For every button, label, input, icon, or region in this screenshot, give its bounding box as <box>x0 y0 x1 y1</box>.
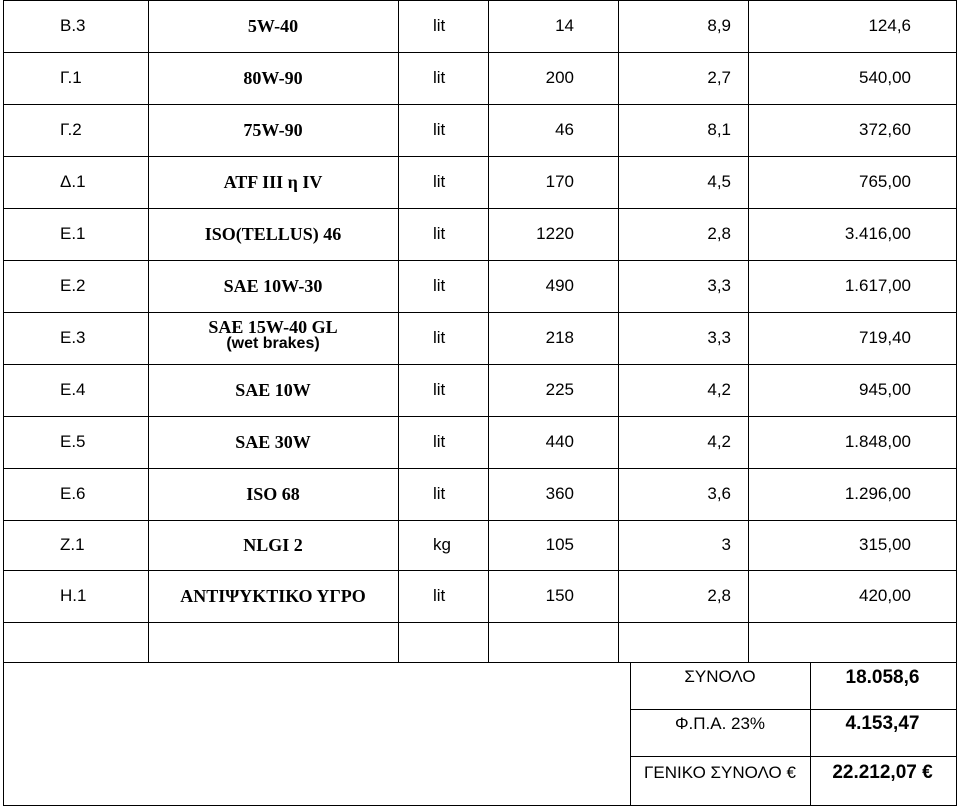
code-cell: Γ.1 <box>60 68 82 87</box>
unit-price-cell: 3,3 <box>707 328 731 347</box>
code-cell: Β.3 <box>60 16 86 35</box>
grand-total-value: 22.212,07 € <box>832 762 933 783</box>
code-cell: Δ.1 <box>60 172 86 191</box>
grid-line <box>3 312 957 313</box>
code-cell: Ε.3 <box>60 328 86 347</box>
unit-price-cell: 8,1 <box>707 120 731 139</box>
quantity-cell: 1220 <box>536 224 574 243</box>
total-cell: 315,00 <box>859 535 911 554</box>
product-cell: ATF III η IV <box>223 172 323 192</box>
quantity-cell: 225 <box>545 380 574 399</box>
code-cell: Ε.5 <box>60 432 86 451</box>
grid-line <box>398 0 399 663</box>
grid-line <box>956 0 957 806</box>
code-cell: Ε.6 <box>60 484 86 503</box>
grid-line <box>3 416 957 417</box>
unit-price-cell: 4,2 <box>707 380 731 399</box>
grid-line <box>3 468 957 469</box>
unit-cell: lit <box>433 432 446 451</box>
vat-value: 4.153,47 <box>845 713 920 734</box>
total-cell: 372,60 <box>859 120 911 139</box>
quantity-cell: 170 <box>545 172 574 191</box>
unit-price-cell: 2,8 <box>707 586 731 605</box>
total-cell: 124,6 <box>868 16 911 35</box>
grid-line <box>3 0 957 1</box>
unit-price-cell: 4,5 <box>707 172 731 191</box>
product-subtitle: (wet brakes) <box>226 335 320 352</box>
grid-line <box>3 570 957 571</box>
quantity-cell: 360 <box>545 484 574 503</box>
total-cell: 765,00 <box>859 172 911 191</box>
quantity-cell: 200 <box>545 68 574 87</box>
quantity-cell: 150 <box>545 586 574 605</box>
unit-cell: lit <box>433 172 446 191</box>
product-cell: 5W-40 <box>247 16 299 36</box>
unit-price-cell: 8,9 <box>707 16 731 35</box>
code-cell: Η.1 <box>60 586 87 605</box>
grid-line <box>3 622 957 623</box>
total-cell: 420,00 <box>859 586 911 605</box>
quantity-cell: 105 <box>545 535 574 554</box>
vat-label: Φ.Π.Α. 23% <box>674 714 766 733</box>
quantity-cell: 490 <box>545 276 574 295</box>
unit-cell: lit <box>433 380 446 399</box>
unit-cell: lit <box>433 586 446 605</box>
unit-price-cell: 3,6 <box>707 484 731 503</box>
unit-price-cell: 4,2 <box>707 432 731 451</box>
quantity-cell: 14 <box>555 16 574 35</box>
grid-line <box>630 756 957 757</box>
unit-price-cell: 3 <box>721 535 731 554</box>
product-cell: SAE 30W <box>235 432 311 452</box>
subtotal-value: 18.058,6 <box>845 667 920 688</box>
grid-line <box>618 0 619 663</box>
grid-line <box>3 805 957 806</box>
code-cell: Ζ.1 <box>60 535 85 554</box>
product-cell: ΑΝΤΙΨΥΚΤΙΚΟ ΥΓΡΟ <box>180 586 366 606</box>
code-cell: Ε.4 <box>60 380 86 399</box>
grid-line <box>3 208 957 209</box>
unit-price-cell: 2,7 <box>707 68 731 87</box>
grid-line <box>3 520 957 521</box>
total-cell: 719,40 <box>859 328 911 347</box>
total-cell: 3.416,00 <box>844 224 911 243</box>
unit-cell: lit <box>433 224 446 243</box>
subtotal-label: ΣΥΝΟΛΟ <box>684 667 756 686</box>
grid-line <box>3 364 957 365</box>
unit-cell: lit <box>433 120 446 139</box>
grid-line <box>3 156 957 157</box>
unit-price-cell: 2,8 <box>707 224 731 243</box>
product-cell: SAE 10W <box>235 380 311 400</box>
grand-total-label: ΓΕΝΙΚΟ ΣΥΝΟΛΟ € <box>644 763 796 782</box>
quantity-cell: 218 <box>545 328 574 347</box>
code-cell: Ε.1 <box>60 224 86 243</box>
code-cell: Ε.2 <box>60 276 86 295</box>
quantity-cell: 46 <box>555 120 574 139</box>
unit-cell: lit <box>433 68 446 87</box>
total-cell: 945,00 <box>859 380 911 399</box>
grid-line <box>3 260 957 261</box>
unit-cell: lit <box>433 328 446 347</box>
total-cell: 1.848,00 <box>844 432 911 451</box>
product-cell: 75W-90 <box>243 120 303 140</box>
product-cell: ISO 68 <box>246 484 300 504</box>
unit-cell: lit <box>433 16 446 35</box>
unit-cell: kg <box>433 535 451 554</box>
grid-line <box>3 662 957 663</box>
code-cell: Γ.2 <box>60 120 82 139</box>
grid-line <box>3 52 957 53</box>
product-cell: NLGI 2 <box>243 535 303 555</box>
grid-line <box>3 0 4 806</box>
grid-line <box>748 0 749 663</box>
quantity-cell: 440 <box>545 432 574 451</box>
grid-line <box>630 709 957 710</box>
grid-line <box>3 104 957 105</box>
unit-cell: lit <box>433 276 446 295</box>
total-cell: 1.617,00 <box>844 276 911 295</box>
total-cell: 1.296,00 <box>844 484 911 503</box>
total-cell: 540,00 <box>859 68 911 87</box>
product-cell: SAE 15W-40 GL <box>208 317 338 337</box>
product-cell: 80W-90 <box>243 68 303 88</box>
unit-cell: lit <box>433 484 446 503</box>
unit-price-cell: 3,3 <box>707 276 731 295</box>
product-cell: SAE 10W-30 <box>223 276 323 296</box>
product-cell: ISO(TELLUS) 46 <box>204 224 342 244</box>
